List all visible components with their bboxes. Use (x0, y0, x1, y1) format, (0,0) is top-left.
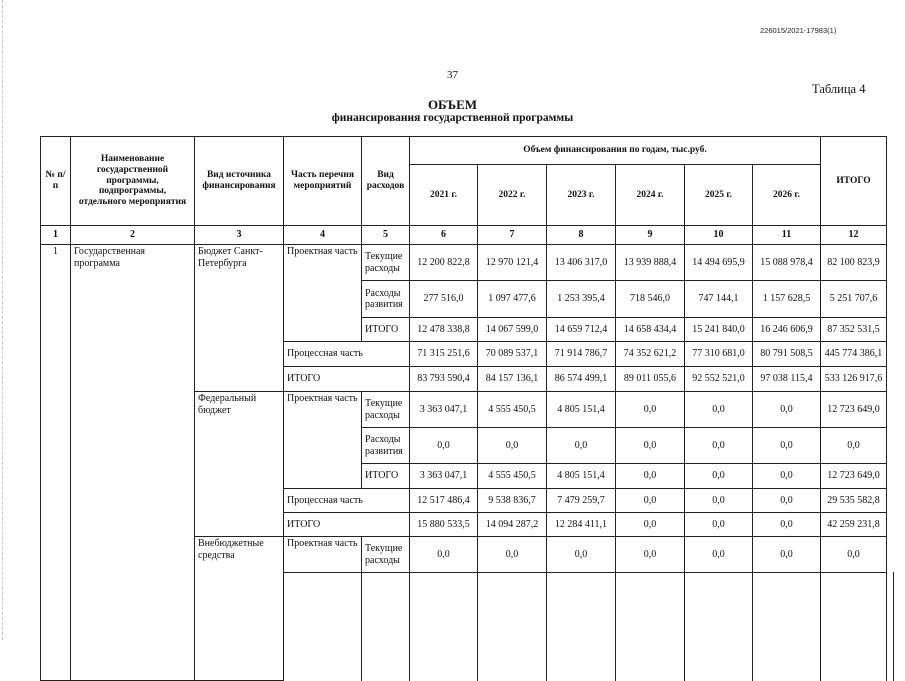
value-cell: 7 479 259,7 (547, 489, 616, 513)
column-number: 7 (478, 226, 547, 245)
value-cell: 0,0 (753, 392, 821, 428)
value-cell: 9 538 836,7 (478, 489, 547, 513)
value-cell: 0,0 (547, 537, 616, 573)
federal-project-total-label: ИТОГО (362, 464, 410, 489)
value-cell: 15 880 533,5 (410, 513, 478, 537)
column-number: 11 (753, 226, 821, 245)
total-cell: 445 774 386,1 (821, 342, 887, 367)
empty-cell (362, 645, 410, 681)
header-year-2022: 2022 г. (478, 165, 547, 226)
value-cell: 12 478 338,8 (410, 318, 478, 342)
spb-development-label: Расходы развития (362, 281, 410, 318)
empty-cell (685, 645, 753, 681)
column-number: 9 (616, 226, 685, 245)
header-year-2024: 2024 г. (616, 165, 685, 226)
empty-cell (410, 645, 478, 681)
spb-total-label: ИТОГО (284, 367, 410, 392)
header-volume: Объем финансирования по годам, тыс.руб. (410, 137, 821, 165)
value-cell: 12 970 121,4 (478, 245, 547, 281)
value-cell: 0,0 (616, 428, 685, 464)
extrabudget-project-part: Проектная часть (284, 537, 362, 573)
financing-table (40, 136, 894, 681)
empty-cell (887, 573, 894, 609)
empty-cell (284, 645, 362, 681)
value-cell: 16 246 606,9 (753, 318, 821, 342)
empty-cell (616, 645, 685, 681)
empty-cell (616, 609, 685, 645)
value-cell: 0,0 (616, 489, 685, 513)
value-cell: 77 310 681,0 (685, 342, 753, 367)
empty-cell (685, 573, 753, 609)
empty-cell (478, 573, 547, 609)
header-year-2025: 2025 г. (685, 165, 753, 226)
value-cell: 14 094 287,2 (478, 513, 547, 537)
value-cell: 71 315 251,6 (410, 342, 478, 367)
value-cell: 0,0 (616, 464, 685, 489)
table-label: Таблица 4 (812, 82, 866, 96)
empty-cell (887, 609, 894, 645)
value-cell: 0,0 (616, 537, 685, 573)
empty-cell (821, 645, 887, 681)
value-cell: 0,0 (685, 537, 753, 573)
column-number: 1 (41, 226, 71, 245)
value-cell: 1 157 628,5 (753, 281, 821, 318)
empty-cell (410, 573, 478, 609)
column-number: 4 (284, 226, 362, 245)
value-cell: 0,0 (616, 392, 685, 428)
value-cell: 71 914 786,7 (547, 342, 616, 367)
total-cell: 82 100 823,9 (821, 245, 887, 281)
value-cell: 1 253 395,4 (547, 281, 616, 318)
extrabudget-current-label: Текущие расходы (362, 537, 410, 573)
spb-project-total-label: ИТОГО (362, 318, 410, 342)
value-cell: 0,0 (410, 537, 478, 573)
empty-cell (547, 573, 616, 609)
program-number: 1 (41, 245, 71, 681)
empty-cell (478, 645, 547, 681)
source-spb-budget: Бюджет Санкт-Петербурга (195, 245, 284, 392)
federal-development-label: Расходы развития (362, 428, 410, 464)
empty-cell (685, 609, 753, 645)
value-cell: 0,0 (685, 392, 753, 428)
federal-current-label: Текущие расходы (362, 392, 410, 428)
column-number: 8 (547, 226, 616, 245)
value-cell: 0,0 (685, 464, 753, 489)
value-cell: 15 088 978,4 (753, 245, 821, 281)
value-cell: 747 144,1 (685, 281, 753, 318)
source-extrabudget: Внебюджетные средства (195, 537, 284, 681)
empty-cell (753, 573, 821, 609)
spb-project-part: Проектная часть (284, 245, 362, 342)
value-cell: 4 555 450,5 (478, 392, 547, 428)
header-year-2021: 2021 г. (410, 165, 478, 226)
total-cell: 0,0 (821, 537, 887, 573)
value-cell: 277 516,0 (410, 281, 478, 318)
column-number: 6 (410, 226, 478, 245)
column-number-row (41, 226, 894, 245)
value-cell: 0,0 (410, 428, 478, 464)
federal-total-label: ИТОГО (284, 513, 410, 537)
federal-project-part: Проектная часть (284, 392, 362, 489)
empty-cell (887, 645, 894, 681)
value-cell: 12 200 822,8 (410, 245, 478, 281)
total-cell: 5 251 707,6 (821, 281, 887, 318)
value-cell: 86 574 499,1 (547, 367, 616, 392)
value-cell: 13 406 317,0 (547, 245, 616, 281)
total-cell: 87 352 531,5 (821, 318, 887, 342)
spb-process-label: Процессная часть (284, 342, 410, 367)
value-cell: 0,0 (685, 513, 753, 537)
header-expense: Вид расходов (362, 137, 410, 226)
column-number: 10 (685, 226, 753, 245)
empty-cell (410, 609, 478, 645)
value-cell: 12 517 486,4 (410, 489, 478, 513)
program-name: Государственная программа (71, 245, 195, 681)
value-cell: 92 552 521,0 (685, 367, 753, 392)
title-main: ОБЪЕМ (427, 97, 478, 112)
value-cell: 97 038 115,4 (753, 367, 821, 392)
header-total: ИТОГО (821, 137, 887, 226)
empty-cell (547, 609, 616, 645)
header-source: Вид источника финансирования (195, 137, 284, 226)
empty-cell (753, 609, 821, 645)
total-cell: 0,0 (821, 428, 887, 464)
value-cell: 0,0 (547, 428, 616, 464)
total-cell: 29 535 582,8 (821, 489, 887, 513)
value-cell: 13 939 888,4 (616, 245, 685, 281)
total-cell: 533 126 917,6 (821, 367, 887, 392)
value-cell: 0,0 (685, 428, 753, 464)
header-num: № п/п (41, 137, 71, 226)
value-cell: 0,0 (753, 464, 821, 489)
empty-cell (821, 609, 887, 645)
empty-cell (362, 573, 410, 609)
header-row-top (41, 137, 894, 165)
value-cell: 0,0 (753, 513, 821, 537)
value-cell: 0,0 (478, 537, 547, 573)
value-cell: 1 097 477,6 (478, 281, 547, 318)
empty-cell (753, 645, 821, 681)
value-cell: 70 089 537,1 (478, 342, 547, 367)
total-cell: 12 723 649,0 (821, 392, 887, 428)
value-cell: 83 793 590,4 (410, 367, 478, 392)
value-cell: 12 284 411,1 (547, 513, 616, 537)
total-cell: 12 723 649,0 (821, 464, 887, 489)
spb-current-row (41, 245, 894, 281)
header-name: Наименование государственной программы, подпрограммы, отдельного мероприятия (71, 137, 195, 226)
value-cell: 0,0 (685, 489, 753, 513)
value-cell: 0,0 (753, 428, 821, 464)
empty-cell (547, 645, 616, 681)
page-number: 37 (447, 69, 458, 81)
value-cell: 74 352 621,2 (616, 342, 685, 367)
empty-cell (284, 609, 362, 645)
column-number: 5 (362, 226, 410, 245)
value-cell: 84 157 136,1 (478, 367, 547, 392)
empty-cell (362, 609, 410, 645)
source-federal-budget: Федеральный бюджет (195, 392, 284, 537)
page-edge-mark (2, 0, 6, 640)
value-cell: 14 658 434,4 (616, 318, 685, 342)
value-cell: 3 363 047,1 (410, 392, 478, 428)
column-number: 2 (71, 226, 195, 245)
value-cell: 4 805 151,4 (547, 464, 616, 489)
value-cell: 718 546,0 (616, 281, 685, 318)
empty-cell (821, 573, 887, 609)
value-cell: 80 791 508,5 (753, 342, 821, 367)
empty-cell (616, 573, 685, 609)
value-cell: 0,0 (478, 428, 547, 464)
value-cell: 89 011 055,6 (616, 367, 685, 392)
value-cell: 3 363 047,1 (410, 464, 478, 489)
header-year-2023: 2023 г. (547, 165, 616, 226)
header-part: Часть перечня мероприятий (284, 137, 362, 226)
document-id: 226015/2021-17983(1) (760, 26, 837, 35)
federal-process-label: Процессная часть (284, 489, 410, 513)
value-cell: 0,0 (753, 489, 821, 513)
value-cell: 4 805 151,4 (547, 392, 616, 428)
empty-cell (478, 609, 547, 645)
value-cell: 14 067 599,0 (478, 318, 547, 342)
value-cell: 0,0 (753, 537, 821, 573)
spb-current-label: Текущие расходы (362, 245, 410, 281)
empty-cell (284, 573, 362, 609)
column-number: 3 (195, 226, 284, 245)
column-number: 12 (821, 226, 887, 245)
value-cell: 0,0 (616, 513, 685, 537)
title-sub: финансирования государственной программы (331, 112, 574, 124)
value-cell: 4 555 450,5 (478, 464, 547, 489)
value-cell: 14 659 712,4 (547, 318, 616, 342)
value-cell: 15 241 840,0 (685, 318, 753, 342)
header-year-2026: 2026 г. (753, 165, 821, 226)
total-cell: 42 259 231,8 (821, 513, 887, 537)
value-cell: 14 494 695,9 (685, 245, 753, 281)
